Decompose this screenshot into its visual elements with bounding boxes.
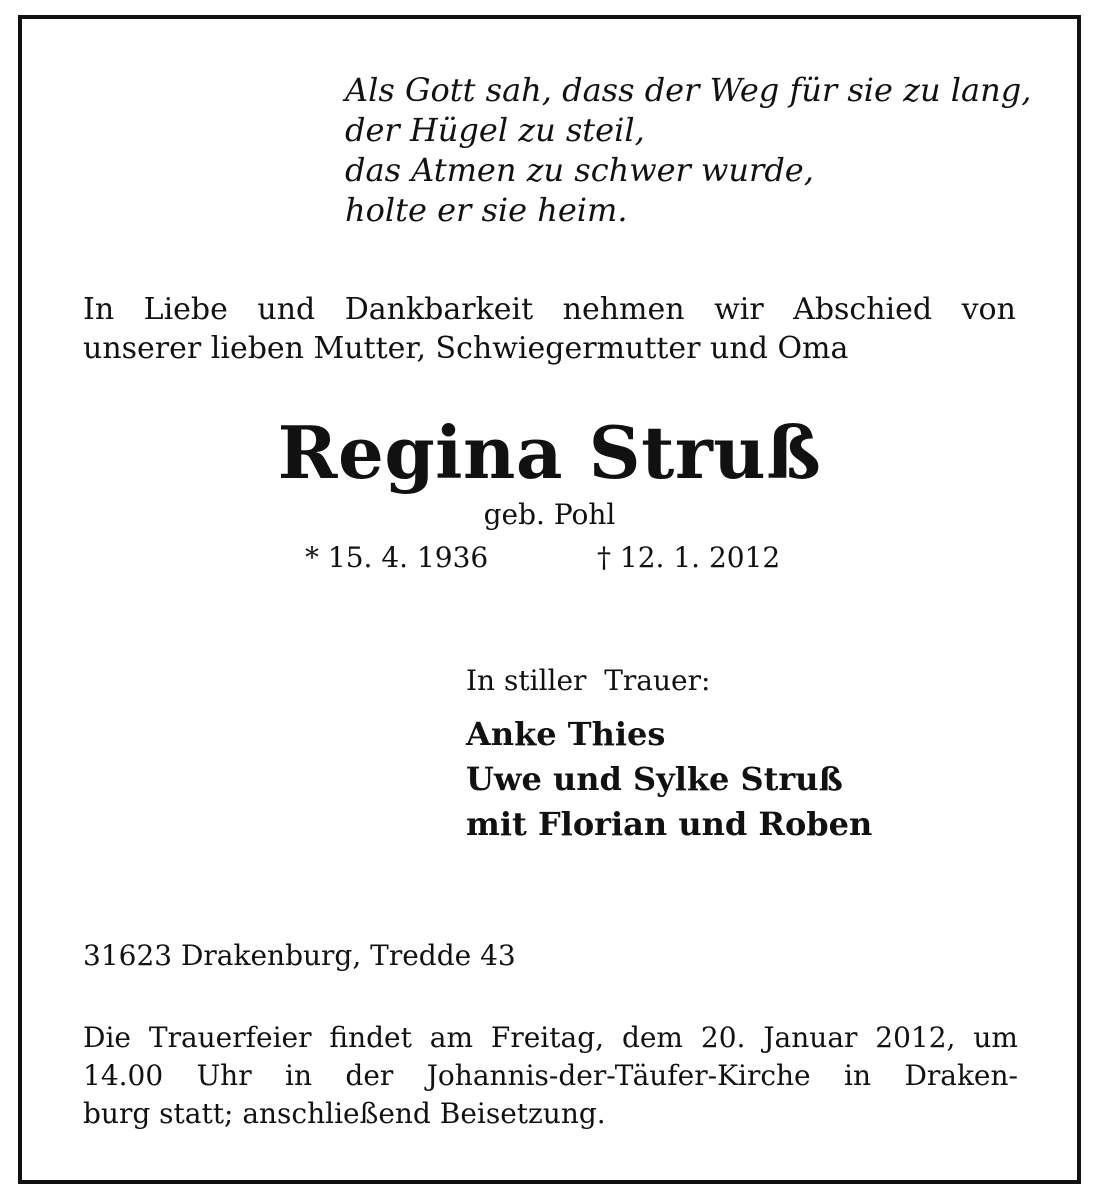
poem-verse xyxy=(345,70,1031,230)
service-word: Die xyxy=(83,1021,131,1054)
mourner-name: Uwe und Sylke Struß xyxy=(466,760,843,798)
service-word: der xyxy=(345,1059,394,1092)
mourning-label xyxy=(466,663,710,699)
birth-date: * 15. 4. 1936 xyxy=(305,541,489,574)
intro-word: Liebe xyxy=(143,292,228,327)
mourning-label-text: In stiller Trauer: xyxy=(466,664,711,697)
service-word: in xyxy=(285,1059,312,1092)
intro-word: nehmen xyxy=(562,292,685,327)
service-word: 2012, xyxy=(875,1021,956,1054)
poem-line: holte er sie heim. xyxy=(345,191,628,229)
poem-line: das Atmen zu schwer wurde, xyxy=(345,151,814,189)
intro-word: von xyxy=(961,292,1016,327)
service-info xyxy=(83,1019,1018,1133)
service-word: Trauerfeier xyxy=(148,1021,312,1054)
intro-word: und xyxy=(257,292,316,327)
mourners-list xyxy=(466,712,872,847)
intro-line-1 xyxy=(83,290,1016,329)
service-word: 20. xyxy=(700,1021,746,1054)
mourner-name: Anke Thies xyxy=(466,715,666,753)
service-line-2 xyxy=(83,1057,1018,1095)
intro-word: Abschied xyxy=(793,292,933,327)
service-word: Uhr xyxy=(196,1059,252,1092)
death-date: † 12. 1. 2012 xyxy=(597,541,781,574)
intro-text xyxy=(83,290,1016,368)
intro-word: Dankbarkeit xyxy=(344,292,534,327)
service-word: in xyxy=(844,1059,872,1092)
intro-word: In xyxy=(83,292,115,327)
service-word: Johannis-der-Täufer-Kirche xyxy=(426,1059,811,1092)
poem-line: Als Gott sah, dass der Weg für sie zu lang, xyxy=(345,71,1032,109)
service-word: am xyxy=(429,1021,474,1054)
poem-line: der Hügel zu steil, xyxy=(345,111,645,149)
service-word: findet xyxy=(329,1021,412,1054)
intro-line-2: unserer lieben Mutter, Schwiegermutter und Oma xyxy=(83,331,849,366)
service-word: Draken- xyxy=(904,1059,1018,1092)
service-line-1 xyxy=(83,1019,1018,1057)
service-word: dem xyxy=(621,1021,683,1054)
address: 31623 Drakenburg, Tredde 43 xyxy=(83,939,516,972)
service-word: Januar xyxy=(763,1021,858,1054)
intro-word: wir xyxy=(714,292,764,327)
deceased-name: Regina Struß xyxy=(277,410,822,495)
service-word: 14.00 xyxy=(83,1059,164,1092)
mourner-name: mit Florian und Roben xyxy=(466,805,873,843)
maiden-name: geb. Pohl xyxy=(483,498,616,531)
service-word: Freitag, xyxy=(490,1021,605,1054)
service-word: um xyxy=(973,1021,1018,1054)
service-line-3: burg statt; anschließend Beisetzung. xyxy=(83,1097,606,1130)
